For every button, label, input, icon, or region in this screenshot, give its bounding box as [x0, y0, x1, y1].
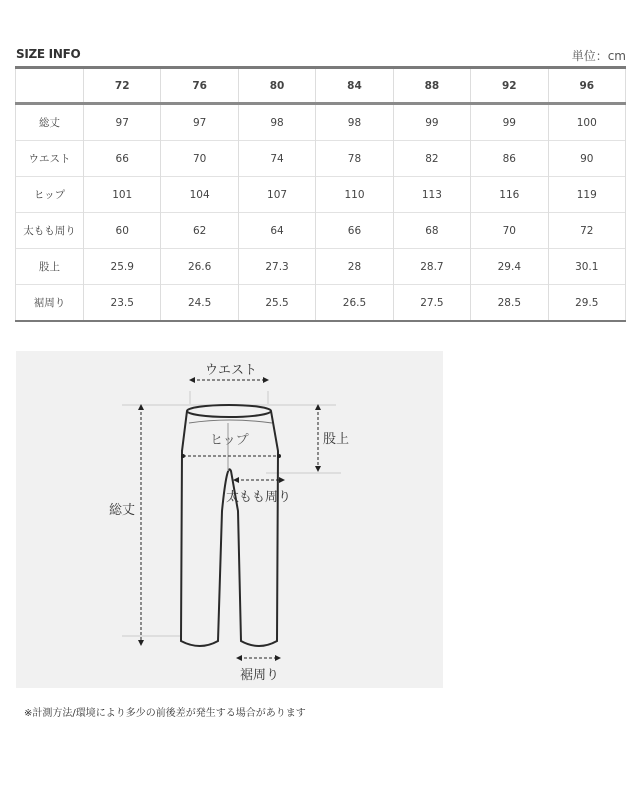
table-row	[16, 213, 626, 249]
header-cell: 84	[316, 68, 393, 104]
length-label: 総丈	[109, 503, 136, 518]
table-cell: 26.6	[161, 249, 238, 285]
measurement-diagram	[16, 351, 443, 688]
table-cell: 98	[316, 104, 393, 141]
table-cell: 24.5	[161, 285, 238, 322]
row-label: 太もも周り	[16, 213, 84, 249]
table-cell: 86	[471, 141, 548, 177]
table-cell: 25.9	[84, 249, 161, 285]
header-cell: 96	[548, 68, 625, 104]
table-row	[16, 249, 626, 285]
table-cell: 28.7	[393, 249, 470, 285]
table-cell: 66	[84, 141, 161, 177]
header-cell: 88	[393, 68, 470, 104]
hip-label: ヒップ	[210, 433, 249, 448]
table-cell: 29.5	[548, 285, 625, 322]
rise-label: 股上	[323, 432, 350, 447]
table-cell: 100	[548, 104, 625, 141]
table-cell: 60	[84, 213, 161, 249]
table-cell: 27.3	[238, 249, 315, 285]
table-cell: 116	[471, 177, 548, 213]
table-cell: 30.1	[548, 249, 625, 285]
table-cell: 99	[393, 104, 470, 141]
table-cell: 68	[393, 213, 470, 249]
table-cell: 119	[548, 177, 625, 213]
waist-label: ウエスト	[205, 363, 258, 378]
table-cell: 101	[84, 177, 161, 213]
header-cell: 76	[161, 68, 238, 104]
header-cell	[16, 68, 84, 104]
table-row	[16, 141, 626, 177]
table-cell: 110	[316, 177, 393, 213]
table-cell: 27.5	[393, 285, 470, 322]
table-cell: 82	[393, 141, 470, 177]
table-cell: 72	[548, 213, 625, 249]
header-cell: 92	[471, 68, 548, 104]
table-header-row	[16, 68, 626, 104]
table-cell: 98	[238, 104, 315, 141]
table-cell: 26.5	[316, 285, 393, 322]
table-cell: 78	[316, 141, 393, 177]
table-cell: 29.4	[471, 249, 548, 285]
table-cell: 97	[84, 104, 161, 141]
table-cell: 97	[161, 104, 238, 141]
row-label: ウエスト	[16, 141, 84, 177]
table-cell: 104	[161, 177, 238, 213]
table-cell: 66	[316, 213, 393, 249]
pants-illustration-icon	[16, 351, 443, 688]
table-cell: 113	[393, 177, 470, 213]
measurement-note: ※計測方法/環境により多少の前後差が発生する場合があります	[24, 708, 306, 719]
hem-label: 裾周り	[240, 668, 280, 683]
table-cell: 64	[238, 213, 315, 249]
table-cell: 23.5	[84, 285, 161, 322]
row-label: 股上	[16, 249, 84, 285]
row-label: ヒップ	[16, 177, 84, 213]
table-row	[16, 177, 626, 213]
table-cell: 28	[316, 249, 393, 285]
header-cell: 72	[84, 68, 161, 104]
table-cell: 99	[471, 104, 548, 141]
unit-label: 単位：cm	[571, 49, 626, 63]
header-cell: 80	[238, 68, 315, 104]
size-info-title: SIZE INFO	[16, 47, 81, 61]
table-row	[16, 104, 626, 141]
table-cell: 90	[548, 141, 625, 177]
table-cell: 107	[238, 177, 315, 213]
row-label: 裾周り	[16, 285, 84, 322]
table-cell: 28.5	[471, 285, 548, 322]
size-table	[15, 66, 626, 322]
thigh-label: 太もも周り	[226, 490, 292, 505]
table-cell: 62	[161, 213, 238, 249]
table-cell: 70	[471, 213, 548, 249]
table-cell: 74	[238, 141, 315, 177]
table-cell: 25.5	[238, 285, 315, 322]
table-row	[16, 285, 626, 322]
table-cell: 70	[161, 141, 238, 177]
row-label: 総丈	[16, 104, 84, 141]
